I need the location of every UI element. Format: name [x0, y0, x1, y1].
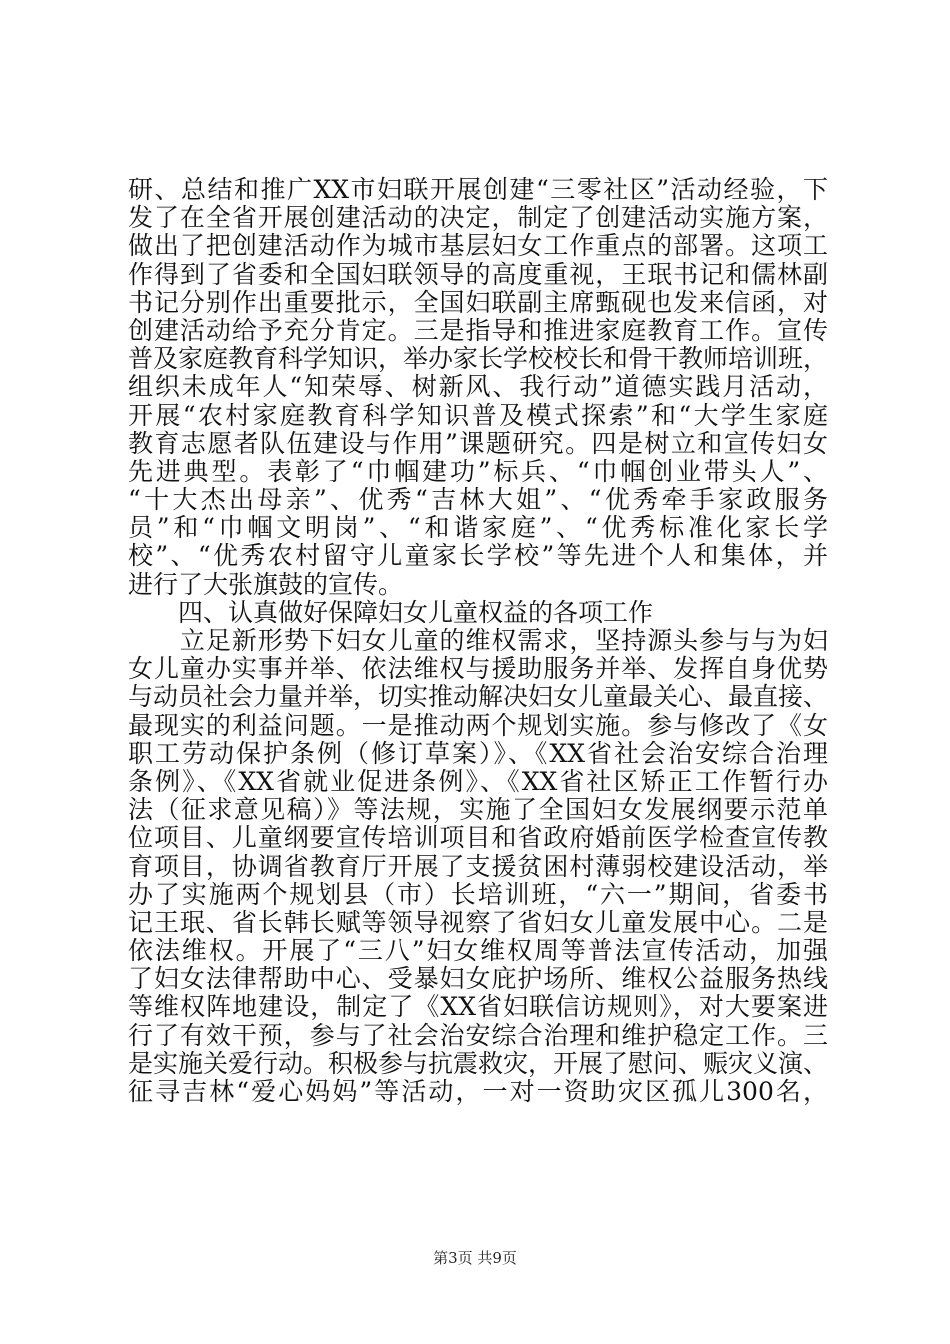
- text-line: 育项目，协调省教育厅开展了支援贫困村薄弱校建设活动，举: [128, 851, 828, 881]
- text-line: 记王珉、省长韩长赋等领导视察了省妇女儿童发展中心。二是: [128, 907, 828, 937]
- text-line: 组织未成年人“知荣辱、树新风、我行动”道德实践月活动，: [128, 372, 828, 402]
- text-line: 做出了把创建活动作为城市基层妇女工作重点的部署。这项工: [128, 231, 828, 261]
- text-line: 普及家庭教育科学知识，举办家长学校校长和骨干教师培训班，: [128, 344, 829, 374]
- paragraph-2: [128, 627, 828, 1106]
- section-heading: 四、认真做好保障妇女儿童权益的各项工作: [128, 597, 654, 627]
- text-line: 书记分别作出重要批示，全国妇联副主席甄砚也发来信函，对: [128, 287, 828, 317]
- text-line: 发了在全省开展创建活动的决定，制定了创建活动实施方案，: [128, 203, 828, 233]
- text-line: 位项目、儿童纲要宣传培训项目和省政府婚前医学检查宣传教: [128, 823, 828, 853]
- text-line: 校”、“优秀农村留守儿童家长学校”等先进个人和集体，并: [128, 541, 828, 571]
- text-line: 先进典型。表彰了“巾帼建功”标兵、“巾帼创业带头人”、: [128, 456, 828, 486]
- text-line: 等维权阵地建设，制定了《XX省妇联信访规则》，对大要案进: [128, 992, 828, 1022]
- text-line: 与动员社会力量并举，切实推动解决妇女儿童最关心、最直接、: [128, 682, 829, 712]
- text-line: 条例》、《XX省就业促进条例》、《XX省社区矫正工作暂行办: [128, 766, 828, 796]
- text-line: 员”和“巾帼文明岗”、“和谐家庭”、“优秀标准化家长学: [128, 513, 828, 543]
- text-line: 女儿童办实事并举、依法维权与援助服务并举、发挥自身优势: [128, 654, 828, 684]
- text-line: 行了有效干预，参与了社会治安综合治理和维护稳定工作。三: [128, 1020, 828, 1050]
- text-line: 依法维权。开展了“三八”妇女维权周等普法宣传活动，加强: [128, 936, 828, 966]
- text-line: 创建活动给予充分肯定。三是指导和推进家庭教育工作。宣传: [128, 315, 828, 345]
- paragraph-1: [128, 176, 828, 599]
- text-line: 最现实的利益问题。一是推动两个规划实施。参与修改了《女: [128, 710, 828, 740]
- text-line: 是实施关爱行动。积极参与抗震救灾，开展了慰问、赈灾义演、: [128, 1048, 829, 1078]
- text-line: 法（征求意见稿）》等法规，实施了全国妇女发展纲要示范单: [128, 795, 828, 825]
- text-line: 职工劳动保护条例（修订草案）》、《XX省社会治安综合治理: [128, 738, 828, 768]
- text-line: 开展“农村家庭教育科学知识普及模式探索”和“大学生家庭: [128, 400, 828, 430]
- text-line: “十大杰出母亲”、优秀“吉林大姐”、“优秀牵手家政服务: [128, 485, 828, 515]
- text-line: 立足新形势下妇女儿童的维权需求，坚持源头参与与为妇: [128, 626, 828, 655]
- document-body: [128, 176, 828, 1106]
- text-line: 教育志愿者队伍建设与作用”课题研究。四是树立和宣传妇女: [128, 428, 828, 458]
- text-line: 研、总结和推广XX市妇联开展创建“三零社区”活动经验，下: [128, 175, 828, 204]
- text-line: 办了实施两个规划县（市）长培训班，“六一”期间，省委书: [128, 879, 828, 909]
- text-line: 进行了大张旗鼓的宣传。: [128, 569, 404, 599]
- text-line: 征寻吉林“爱心妈妈”等活动，一对一资助灾区孤儿300名，: [128, 1077, 828, 1106]
- text-line: 了妇女法律帮助中心、受暴妇女庇护场所、维权公益服务热线: [128, 964, 828, 994]
- page-number-footer: 第3页 共9页: [433, 1249, 517, 1267]
- text-line: 作得到了省委和全国妇联领导的高度重视，王珉书记和儒林副: [128, 259, 828, 289]
